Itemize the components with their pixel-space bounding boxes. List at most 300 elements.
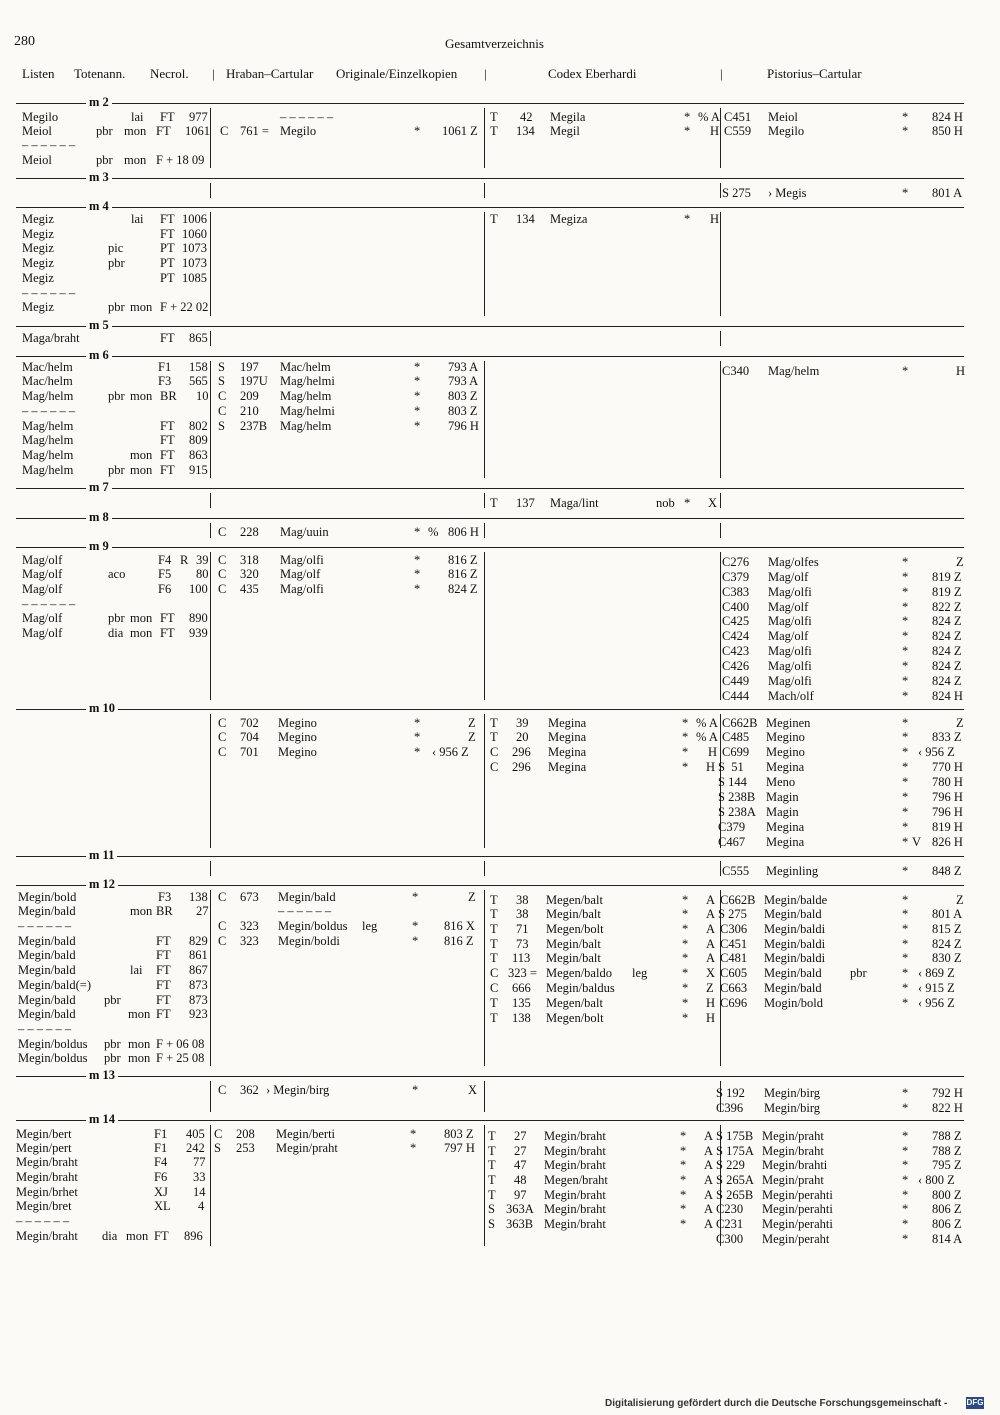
entry-cell: – – – – – –: [22, 138, 76, 152]
entry-cell: 20: [516, 730, 529, 744]
entry-cell: dia: [108, 626, 124, 640]
entry-cell: T: [490, 496, 498, 510]
entry-cell: mon: [130, 626, 153, 640]
entry-cell: S: [488, 1202, 495, 1216]
entry-cell: Megin/perahti: [762, 1188, 833, 1202]
entry-cell: V: [912, 835, 922, 849]
entry-cell: Mag/olf: [22, 626, 63, 640]
entry-cell: H: [710, 124, 720, 138]
entry-cell: C379: [718, 820, 746, 834]
entry-cell: S: [218, 360, 225, 374]
entry-cell: C300: [716, 1232, 744, 1246]
entry-cell: pbr: [96, 153, 113, 167]
entry-cell: Megin/brhet: [16, 1185, 78, 1199]
entry-cell: C276: [722, 555, 750, 569]
entry-cell: Megin/brahti: [762, 1158, 828, 1172]
entry-cell: C451: [720, 937, 748, 951]
entry-cell: 362: [240, 1083, 259, 1097]
entry-cell: Megin/bald(=): [18, 978, 92, 992]
entry-cell: 135: [512, 996, 531, 1010]
entry-cell: C426: [722, 659, 750, 673]
entry-cell: C559: [724, 124, 752, 138]
entry-cell: H: [706, 1011, 716, 1025]
entry-cell: *: [410, 1127, 417, 1141]
column-separator: [210, 108, 211, 168]
entry-cell: F4: [158, 553, 172, 567]
section-label: m 2: [86, 96, 112, 108]
entry-cell: A: [704, 1188, 714, 1202]
entry-cell: *: [682, 716, 689, 730]
entry-cell: 824 Z: [932, 659, 962, 673]
entry-cell: *: [682, 1011, 689, 1025]
entry-cell: mon: [128, 1051, 151, 1065]
entry-cell: 816 Z: [448, 567, 478, 581]
entry-cell: *: [682, 922, 689, 936]
entry-cell: A: [704, 1173, 714, 1187]
entry-cell: FT: [154, 1229, 169, 1243]
entry-cell: F3: [158, 890, 172, 904]
entry-cell: *: [902, 835, 909, 849]
entry-cell: H: [706, 996, 716, 1010]
entry-cell: 363B: [506, 1217, 534, 1231]
entry-cell: *: [902, 689, 909, 703]
column-separator: [484, 861, 485, 876]
entry-cell: H: [956, 364, 966, 378]
entry-cell: *: [414, 374, 421, 388]
entry-cell: dia: [102, 1229, 118, 1243]
entry-cell: 296: [512, 760, 531, 774]
entry-cell: pic: [108, 241, 124, 255]
entry-cell: C555: [722, 864, 750, 878]
entry-cell: C: [218, 553, 227, 567]
entry-cell: C: [218, 582, 227, 596]
entry-cell: Mac/helm: [280, 360, 331, 374]
entry-cell: *: [414, 419, 421, 433]
entry-cell: *: [902, 674, 909, 688]
entry-cell: *: [902, 1173, 909, 1187]
entry-cell: Megin/braht: [544, 1129, 606, 1143]
entry-cell: mon: [124, 124, 147, 138]
entry-cell: 38: [516, 907, 529, 921]
entry-cell: H: [708, 745, 718, 759]
entry-cell: Mac/helm: [22, 374, 73, 388]
entry-cell: Z: [706, 981, 714, 995]
entry-cell: 819 H: [932, 820, 963, 834]
entry-cell: Megiza: [550, 212, 588, 226]
entry-cell: T: [490, 922, 498, 936]
entry-cell: S 265A: [716, 1173, 754, 1187]
column-header: |: [212, 66, 215, 81]
entry-cell: – – – – – –: [22, 404, 76, 418]
entry-cell: Megin/perahti: [762, 1202, 833, 1216]
entry-cell: 33: [193, 1170, 206, 1184]
entry-cell: C340: [722, 364, 750, 378]
entry-cell: A: [706, 922, 716, 936]
entry-cell: 890: [189, 611, 208, 625]
entry-cell: S 238B: [718, 790, 756, 804]
entry-cell: *: [680, 1158, 687, 1172]
entry-cell: 138: [512, 1011, 531, 1025]
entry-cell: 704: [240, 730, 259, 744]
entry-cell: Mach/olf: [768, 689, 814, 703]
entry-cell: *: [680, 1144, 687, 1158]
entry-cell: C: [218, 567, 227, 581]
column-separator: [484, 183, 485, 198]
entry-cell: 867: [189, 963, 208, 977]
entry-cell: C: [490, 760, 499, 774]
entry-cell: Megin/braht: [762, 1144, 824, 1158]
entry-cell: Mag/uuin: [280, 525, 329, 539]
entry-cell: *: [684, 212, 691, 226]
entry-cell: *: [680, 1202, 687, 1216]
entry-cell: ‹ 956 Z: [432, 745, 469, 759]
entry-cell: BR: [160, 389, 177, 403]
column-separator: [720, 552, 721, 700]
entry-cell: 701: [240, 745, 259, 759]
entry-cell: C696: [720, 996, 748, 1010]
entry-cell: 815 Z: [932, 922, 962, 936]
entry-cell: 27: [196, 904, 209, 918]
entry-cell: A: [704, 1129, 714, 1143]
entry-cell: 806 H: [448, 525, 479, 539]
entry-cell: Maga/braht: [22, 331, 80, 345]
entry-cell: 1061 Z: [442, 124, 478, 138]
entry-cell: Megin/praht: [762, 1129, 824, 1143]
entry-cell: T: [490, 212, 498, 226]
entry-cell: *: [902, 1188, 909, 1202]
entry-cell: 803 Z: [448, 389, 478, 403]
section-label: m 7: [86, 481, 112, 493]
entry-cell: Megin/perahti: [762, 1217, 833, 1231]
column-separator: [720, 331, 721, 346]
entry-cell: 97: [514, 1188, 527, 1202]
entry-cell: S 51: [718, 760, 744, 774]
entry-cell: T: [488, 1144, 496, 1158]
column-separator: [484, 361, 485, 478]
entry-cell: *: [902, 775, 909, 789]
entry-cell: C231: [716, 1217, 744, 1231]
entry-cell: Megiz: [22, 256, 54, 270]
column-separator: [720, 523, 721, 538]
column-separator: [484, 552, 485, 700]
entry-cell: 77: [193, 1155, 206, 1169]
entry-cell: 915: [189, 463, 208, 477]
entry-cell: 829: [189, 934, 208, 948]
entry-cell: 435: [240, 582, 259, 596]
column-separator: [210, 1081, 211, 1112]
entry-cell: 822 Z: [932, 600, 962, 614]
entry-cell: C383: [722, 585, 750, 599]
entry-cell: 1061: [185, 124, 210, 138]
entry-cell: Mag/helm: [22, 448, 74, 462]
section-label: m 4: [86, 200, 112, 212]
entry-cell: Megiz: [22, 300, 54, 314]
entry-cell: Meno: [766, 775, 796, 789]
entry-cell: C: [218, 404, 227, 418]
entry-cell: FT: [156, 948, 171, 962]
entry-cell: *: [414, 124, 421, 138]
entry-cell: FT: [156, 978, 171, 992]
entry-cell: mon: [124, 153, 147, 167]
entry-cell: Z: [468, 730, 476, 744]
entry-cell: Megin/balt: [546, 951, 601, 965]
entry-cell: Megin/bald: [278, 890, 336, 904]
entry-cell: *: [414, 360, 421, 374]
entry-cell: Megina: [766, 835, 805, 849]
entry-cell: *: [682, 981, 689, 995]
entry-cell: Megil: [550, 124, 580, 138]
entry-cell: C: [218, 730, 227, 744]
section-rule: [16, 326, 964, 327]
column-header: Originale/Einzelkopien: [336, 66, 458, 81]
entry-cell: 209: [240, 389, 259, 403]
entry-cell: Megina: [766, 760, 805, 774]
entry-cell: Megiz: [22, 241, 54, 255]
entry-cell: › Megin/birg: [266, 1083, 330, 1097]
section-label: m 9: [86, 540, 112, 552]
entry-cell: F3: [158, 374, 172, 388]
entry-cell: lai: [130, 963, 143, 977]
entry-cell: *: [902, 1217, 909, 1231]
entry-cell: C379: [722, 570, 750, 584]
entry-cell: *: [682, 893, 689, 907]
entry-cell: 210: [240, 404, 259, 418]
entry-cell: 780 H: [932, 775, 963, 789]
entry-cell: C: [218, 890, 227, 904]
entry-cell: A: [704, 1202, 714, 1216]
entry-cell: Megina: [548, 760, 587, 774]
entry-cell: 39: [196, 553, 209, 567]
entry-cell: *: [902, 820, 909, 834]
entry-cell: 100: [189, 582, 208, 596]
entry-cell: *: [902, 951, 909, 965]
column-separator: [210, 183, 211, 198]
entry-cell: 363A: [506, 1202, 534, 1216]
entry-cell: 405: [186, 1127, 205, 1141]
entry-cell: X: [468, 1083, 478, 1097]
entry-cell: FT: [160, 331, 175, 345]
entry-cell: 323: [240, 934, 259, 948]
entry-cell: FT: [160, 212, 175, 226]
section-rule: [16, 1120, 964, 1121]
footer-credit: Digitalisierung gefördert durch die Deutsche Forschungsgemeinschaft -: [605, 1398, 948, 1409]
entry-cell: pbr: [104, 1037, 121, 1051]
entry-cell: FT: [160, 611, 175, 625]
entry-cell: › Megis: [768, 186, 807, 200]
entry-cell: Megina: [548, 730, 587, 744]
entry-cell: 824 Z: [932, 674, 962, 688]
entry-cell: 816 Z: [448, 553, 478, 567]
section-label: m 8: [86, 511, 112, 523]
entry-cell: Megen/bolt: [546, 922, 604, 936]
entry-cell: PT: [160, 271, 175, 285]
entry-cell: Megin/bret: [16, 1199, 72, 1213]
section-label: m 5: [86, 319, 112, 331]
entry-cell: 14: [193, 1185, 206, 1199]
column-header: Hraban–Cartular: [226, 66, 314, 81]
entry-cell: *: [902, 790, 909, 804]
entry-cell: Megin/bald: [18, 993, 76, 1007]
entry-cell: *: [902, 864, 909, 878]
entry-cell: mon: [126, 1229, 149, 1243]
entry-cell: 27: [514, 1144, 527, 1158]
entry-cell: leg: [362, 919, 378, 933]
entry-cell: C451: [724, 110, 752, 124]
entry-cell: Mag/olf: [22, 582, 63, 596]
entry-cell: *: [902, 760, 909, 774]
entry-cell: C449: [722, 674, 750, 688]
entry-cell: Megin/birg: [764, 1086, 821, 1100]
entry-cell: ‹ 956 Z: [918, 745, 955, 759]
entry-cell: S 144: [718, 775, 747, 789]
entry-cell: 830 Z: [932, 951, 962, 965]
page-number: 280: [14, 34, 35, 49]
entry-cell: 801 A: [932, 186, 963, 200]
entry-cell: Megilo: [768, 124, 805, 138]
entry-cell: Mag/olf: [22, 553, 63, 567]
entry-cell: *: [414, 582, 421, 596]
entry-cell: C: [220, 124, 229, 138]
entry-cell: FT: [160, 448, 175, 462]
entry-cell: *: [414, 553, 421, 567]
entry-cell: pbr: [104, 993, 121, 1007]
entry-cell: A: [706, 907, 716, 921]
entry-cell: X: [706, 966, 716, 980]
section-label: m 14: [86, 1113, 118, 1125]
column-header: |: [720, 66, 723, 81]
entry-cell: S 238A: [718, 805, 756, 819]
entry-cell: C485: [722, 730, 750, 744]
column-header: Necrol.: [150, 66, 189, 81]
entry-cell: *: [680, 1173, 687, 1187]
entry-cell: S 175A: [716, 1144, 754, 1158]
entry-cell: C425: [722, 614, 750, 628]
entry-cell: 113: [512, 951, 531, 965]
entry-cell: S: [214, 1141, 221, 1155]
entry-cell: ‹ 956 Z: [918, 996, 955, 1010]
entry-cell: *: [902, 1232, 909, 1246]
entry-cell: 788 Z: [932, 1129, 962, 1143]
column-header: |: [484, 66, 487, 81]
entry-cell: 318: [240, 553, 259, 567]
column-separator: [720, 212, 721, 316]
entry-cell: – – – – – –: [16, 1214, 70, 1228]
entry-cell: 237B: [240, 419, 268, 433]
entry-cell: 797 H: [444, 1141, 475, 1155]
column-header: Totenann.: [74, 66, 126, 81]
entry-cell: 1085: [182, 271, 207, 285]
entry-cell: Megino: [766, 730, 805, 744]
entry-cell: 134: [516, 212, 535, 226]
entry-cell: Magin: [766, 790, 799, 804]
entry-cell: lai: [131, 110, 144, 124]
column-separator: [720, 493, 721, 508]
entry-cell: Megin/praht: [276, 1141, 338, 1155]
entry-cell: pbr: [108, 300, 125, 314]
entry-cell: 137: [516, 496, 535, 510]
entry-cell: T: [490, 937, 498, 951]
entry-cell: 1073: [182, 241, 207, 255]
entry-cell: 4: [198, 1199, 205, 1213]
entry-cell: Megino: [278, 745, 317, 759]
entry-cell: *: [902, 937, 909, 951]
entry-cell: C663: [720, 981, 748, 995]
entry-cell: – – – – – –: [22, 286, 76, 300]
entry-cell: Megiz: [22, 271, 54, 285]
entry-cell: *: [414, 389, 421, 403]
entry-cell: 27: [514, 1129, 527, 1143]
entry-cell: 803 Z: [444, 1127, 474, 1141]
entry-cell: 42: [520, 110, 533, 124]
entry-cell: Maga/lint: [550, 496, 599, 510]
entry-cell: Mag/olfi: [768, 659, 812, 673]
entry-cell: Megin/braht: [544, 1202, 606, 1216]
entry-cell: Z: [956, 893, 964, 907]
entry-cell: *: [682, 745, 689, 759]
entry-cell: Mag/olf: [768, 600, 809, 614]
entry-cell: FT: [156, 993, 171, 1007]
entry-cell: Meginen: [766, 716, 811, 730]
entry-cell: F1: [158, 360, 172, 374]
section-rule: [16, 1076, 964, 1077]
entry-cell: *: [412, 890, 419, 904]
entry-cell: FT: [160, 463, 175, 477]
entry-cell: 1060: [182, 227, 207, 241]
entry-cell: % A: [696, 716, 718, 730]
entry-cell: nob: [656, 496, 675, 510]
entry-cell: %: [428, 525, 439, 539]
entry-cell: 208: [236, 1127, 255, 1141]
entry-cell: 802: [189, 419, 208, 433]
entry-cell: *: [680, 1129, 687, 1143]
section-label: m 11: [86, 849, 117, 861]
entry-cell: Megila: [550, 110, 586, 124]
entry-cell: FT: [160, 110, 175, 124]
entry-cell: 323: [240, 919, 259, 933]
entry-cell: pbr: [96, 124, 113, 138]
entry-cell: *: [902, 614, 909, 628]
entry-cell: A: [704, 1144, 714, 1158]
entry-cell: C230: [716, 1202, 744, 1216]
entry-cell: 824 Z: [932, 629, 962, 643]
entry-cell: Megin/braht: [544, 1217, 606, 1231]
entry-cell: Megin/bald: [764, 907, 822, 921]
entry-cell: Z: [468, 890, 476, 904]
section-rule: [16, 103, 964, 104]
entry-cell: Mag/helmi: [280, 404, 335, 418]
entry-cell: 819 Z: [932, 585, 962, 599]
column-separator: [210, 890, 211, 1066]
entry-cell: *: [410, 1141, 417, 1155]
entry-cell: F5: [158, 567, 172, 581]
entry-cell: 803 Z: [448, 404, 478, 418]
entry-cell: S 275: [718, 907, 747, 921]
entry-cell: *: [902, 629, 909, 643]
column-separator: [210, 861, 211, 876]
entry-cell: Megen/baldo: [546, 966, 612, 980]
entry-cell: *: [902, 981, 909, 995]
entry-cell: C400: [722, 600, 750, 614]
entry-cell: – – – – – –: [278, 904, 332, 918]
entry-cell: 158: [189, 360, 208, 374]
entry-cell: 873: [189, 993, 208, 1007]
entry-cell: *: [902, 1158, 909, 1172]
entry-cell: Mag/olfes: [768, 555, 819, 569]
entry-cell: % A: [696, 730, 718, 744]
entry-cell: T: [490, 716, 498, 730]
entry-cell: C: [218, 1083, 227, 1097]
entry-cell: T: [490, 996, 498, 1010]
